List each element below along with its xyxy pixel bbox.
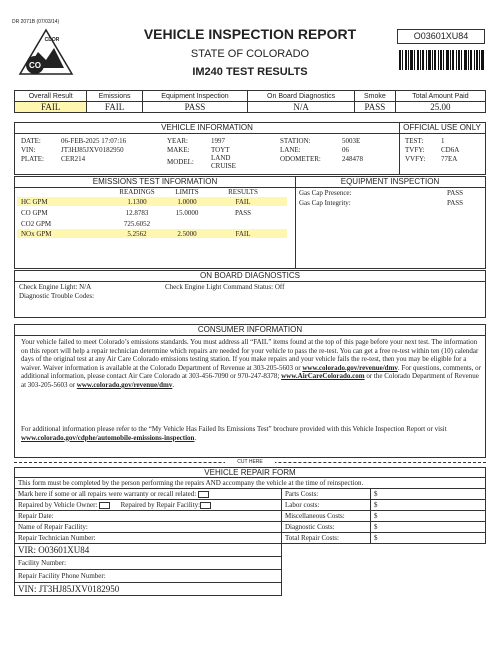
overall-result: FAIL <box>15 102 87 113</box>
logo-letters: CO <box>29 61 41 70</box>
emission-reading: 1.1300 <box>127 198 147 206</box>
station-value: 5003E <box>342 136 361 145</box>
barcode <box>399 50 484 70</box>
cost-label: Total Repair Costs: <box>282 533 371 544</box>
date-label: DATE: <box>21 136 41 145</box>
summary-header: Overall Result <box>15 91 87 102</box>
trouble-codes-label: Diagnostic Trouble Codes: <box>19 292 95 300</box>
summary-header: On Board Diagnostics <box>248 91 355 102</box>
odometer-value: 248478 <box>342 154 363 163</box>
summary-table <box>14 90 486 113</box>
limits-header: LIMITS <box>175 188 199 196</box>
cut-here-label: CUT HERE <box>225 459 275 465</box>
consumer-paragraph-1: Your vehicle failed to meet Colorado’s emissions standards. You must address all “FAIL” items found at the top of this page before your next test. The information on this report will help a repair technician determine which repairs are needed for your vehicle to pass the re-test. You can get a free re-test within ten (10) calendar days of the original test at any Air Care Colorado emissions testing station. If you make repairs and your vehicle fails the re-test, then you may be eligible for a waiver. Waiver information is available at the Colorado Department of Revenue at 303-205-5603 or www.colorado.gov/revenue/dmv. For questions, comments, or additional information, please contact Air Care Colorado at 303-456-7090 or 970-247-8378; www.AirCareColorado.com or the Colorado Department of Revenue at 303-205-5603 or www.colorado.gov/revenue/dmv. <box>21 338 481 389</box>
repair-form-title-box <box>14 467 486 477</box>
report-subtitle: IM240 TEST RESULTS <box>192 66 308 78</box>
vir-number: VIR: O03601XU84 <box>15 544 282 557</box>
gas-cap-integrity-value: PASS <box>446 199 464 207</box>
emission-result: FAIL <box>235 198 251 206</box>
official-use-col <box>403 136 461 163</box>
emissions-title: EMISSIONS TEST INFORMATION <box>15 177 296 188</box>
consumer-paragraph-2: For additional information please refer to the “My Vehicle Has Failed Its Emissions Test” brochure provided with this Vehicle Inspection Report or visit www.colorado.gov/cdphe/automobile-emissions-inspection. <box>21 425 447 442</box>
obd-result: N/A <box>248 102 355 113</box>
by-owner-checkbox[interactable] <box>99 502 110 509</box>
emission-name: CO GPM <box>21 209 48 217</box>
vehicle-info-col3 <box>278 136 365 163</box>
by-facility-checkbox[interactable] <box>200 502 211 509</box>
test-label: TEST: <box>405 136 424 145</box>
obd-section <box>14 270 486 318</box>
test-date: 06-FEB-2025 17:07:16 <box>61 136 127 145</box>
plate-value: CER214 <box>61 154 86 163</box>
make-label: MAKE: <box>167 145 190 154</box>
cost-value[interactable]: $ <box>371 500 486 511</box>
aircare-link[interactable]: www.AirCareColorado.com <box>281 372 365 381</box>
by-owner-label: Repaired by Vehicle Owner: <box>18 501 98 509</box>
repair-intro: This form must be completed by the person performing the repairs AND accompany the vehicle at the time of reinspection. <box>15 478 486 489</box>
repair-vin: VIN: JT3HJ85JXV0182950 <box>15 583 282 596</box>
emission-name: CO2 GPM <box>21 220 52 228</box>
emission-reading: 5.2562 <box>127 230 147 238</box>
tvfy-value: CD6A <box>441 145 460 154</box>
vvfy-label: VVFY: <box>405 154 426 163</box>
year-label: YEAR: <box>167 136 188 145</box>
emission-reading: 12.8783 <box>125 209 149 217</box>
year-value: 1997 <box>211 136 225 145</box>
vin-value: JT3HJ85JXV0182950 <box>61 145 124 154</box>
emission-reading: 725.6052 <box>123 220 151 228</box>
cost-label: Miscellaneous Costs: <box>282 511 371 522</box>
smoke-result: PASS <box>354 102 395 113</box>
consumer-info-title: CONSUMER INFORMATION <box>15 325 485 336</box>
cost-value[interactable]: $ <box>371 522 486 533</box>
summary-header: Total Amount Paid <box>395 91 485 102</box>
lane-value: 06 <box>342 145 349 154</box>
repair-form-table <box>14 477 486 596</box>
report-number: O03601XU84 <box>397 29 485 44</box>
check-engine-command-status: Check Engine Light Command Status: Off <box>165 283 285 291</box>
model-label: MODEL: <box>167 158 194 166</box>
facility-name-field[interactable]: Name of Repair Facility: <box>15 522 282 533</box>
facility-phone-field[interactable]: Repair Facility Phone Number: <box>15 570 282 583</box>
gas-cap-presence-value: PASS <box>446 189 464 197</box>
gas-cap-integrity-label: Gas Cap Integrity: <box>299 199 351 207</box>
repair-form-title: VEHICLE REPAIR FORM <box>204 468 296 477</box>
warranty-checkbox[interactable] <box>198 491 209 498</box>
technician-number-field[interactable]: Repair Technician Number: <box>15 533 282 544</box>
check-engine-light: Check Engine Light: N/A <box>19 283 92 291</box>
lane-label: LANE: <box>280 145 301 154</box>
gas-cap-presence-label: Gas Cap Presence: <box>299 189 352 197</box>
consumer-info-section <box>14 324 486 458</box>
cost-value[interactable]: $ <box>371 489 486 500</box>
model-value: LAND CRUISE <box>211 154 236 170</box>
equipment-title: EQUIPMENT INSPECTION <box>295 177 485 188</box>
emission-result: PASS <box>234 209 252 217</box>
dmv-link-2[interactable]: www.colorado.gov/revenue/dmv <box>76 380 173 389</box>
emission-name: NOx GPM <box>21 230 52 238</box>
colorado-logo <box>18 28 74 82</box>
vehicle-info-title: VEHICLE INFORMATION <box>15 123 400 134</box>
form-id: DR 2071B (07/03/14) <box>12 19 60 25</box>
emissions-section <box>14 176 486 269</box>
plate-label: PLATE: <box>21 154 44 163</box>
state-name: STATE OF COLORADO <box>190 48 310 60</box>
vehicle-info-col2 <box>165 136 241 170</box>
test-value: 1 <box>441 136 445 145</box>
emissions-result: FAIL <box>87 102 142 113</box>
official-use-title: OFFICIAL USE ONLY <box>399 123 485 134</box>
emission-limit: 1.0000 <box>177 198 197 206</box>
cost-label: Diagnostic Costs: <box>282 522 371 533</box>
dmv-link[interactable]: www.colorado.gov/revenue/dmv <box>302 363 398 372</box>
facility-number-field[interactable]: Facility Number: <box>15 557 282 570</box>
repair-date-field[interactable]: Repair Date: <box>15 511 282 522</box>
emission-limit: 15.0000 <box>175 209 199 217</box>
vehicle-info-section <box>14 122 486 175</box>
cost-label: Labor costs: <box>282 500 371 511</box>
odometer-label: ODOMETER: <box>280 154 321 163</box>
results-header: RESULTS <box>228 188 258 196</box>
page-title: VEHICLE INSPECTION REPORT <box>143 26 357 42</box>
cost-value[interactable]: $ <box>371 533 486 544</box>
emission-result: FAIL <box>235 230 251 238</box>
cost-label: Parts Costs: <box>282 489 371 500</box>
cost-value[interactable]: $ <box>371 511 486 522</box>
station-label: STATION: <box>280 136 311 145</box>
make-value: TOYT <box>211 145 230 154</box>
summary-header: Equipment Inspection <box>142 91 248 102</box>
vvfy-value: 77EA <box>441 154 458 163</box>
tvfy-label: TVFY: <box>405 145 425 154</box>
logo-top-text: CDOR <box>44 37 60 43</box>
total-paid: 25.00 <box>395 102 485 113</box>
warranty-label: Mark here if some or all repairs were warranty or recall related: <box>18 490 197 498</box>
emission-name: HC GPM <box>21 198 48 206</box>
equipment-result: PASS <box>142 102 248 113</box>
vehicle-info-col1 <box>19 136 128 163</box>
emission-limit: 2.5000 <box>177 230 197 238</box>
cdphe-link[interactable]: www.colorado.gov/cdphe/automobile-emissions-inspection <box>21 433 195 442</box>
readings-header: READINGS <box>119 188 155 196</box>
vin-label: VIN: <box>21 145 36 154</box>
summary-header: Emissions <box>87 91 142 102</box>
obd-title: ON BOARD DIAGNOSTICS <box>15 271 485 282</box>
summary-header: Smoke <box>354 91 395 102</box>
by-facility-label: Repaired by Repair Facility: <box>120 501 201 509</box>
